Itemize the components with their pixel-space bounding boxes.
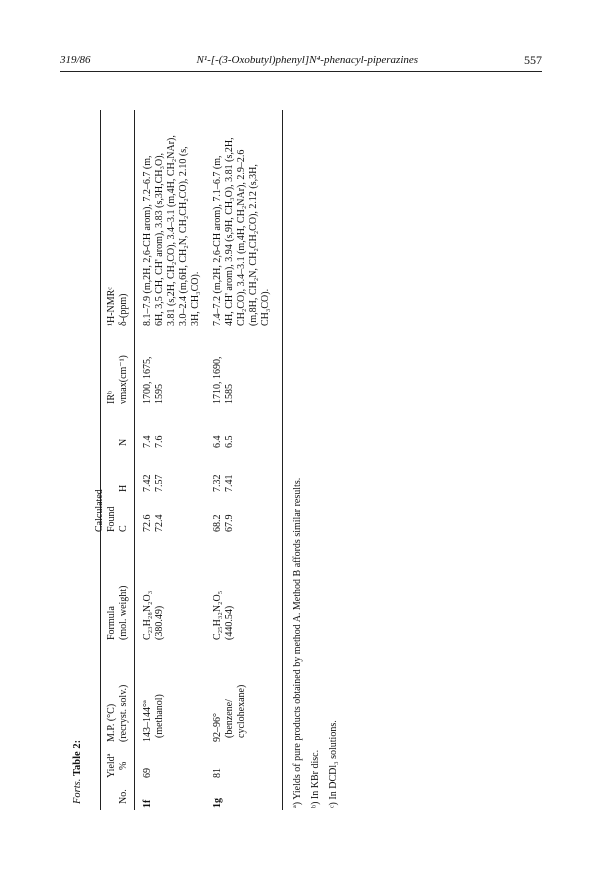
row-1g-nmr-5: CH₃CO). (260, 288, 271, 326)
header-rule (60, 71, 542, 72)
row-1g-no: 1g (212, 798, 223, 808)
header-mp-solvent: (recryst. solv.) (118, 684, 129, 742)
row-1g-found-h: 7.41 (224, 474, 235, 492)
rotated-table (66, 90, 556, 818)
journal-code: 319/86 (60, 54, 91, 66)
row-1f-nmr-3: 3.81 (s,2H, CH₂CO), 3.4–3.1 (m,4H, CH₂NAr), (166, 135, 177, 326)
row-1f-calc-n: 7.4 (142, 435, 153, 448)
row-1f-ir: 1700, 1675, (142, 356, 153, 404)
row-1g-mol-weight: (440.54) (224, 605, 235, 640)
header-ir-unit: νmax(cm⁻¹) (118, 355, 129, 404)
row-1g-calc-n: 6.4 (212, 435, 223, 448)
page-number: 557 (523, 52, 542, 67)
row-1f-calc-h: 7.42 (142, 474, 153, 492)
row-1g-nmr-2: 4H, CH' arom), 3.94 (s,9H, CH₃O), 3.81 (s,2H, (224, 137, 235, 326)
row-1g-solvent: (benzene/ (224, 699, 235, 738)
row-1g-yield: 81 (212, 768, 223, 778)
running-header (60, 50, 542, 70)
row-1f-nmr-4: 3.0–2.4 (m,6H, CH₂N, CH₂CH₂CO), 2.10 (s, (178, 146, 189, 326)
footnote-b: ᵇ) In KBr disc. (310, 749, 321, 808)
header-yield: Yieldª (106, 753, 117, 778)
header-mp: M.P. (°C) (106, 703, 117, 742)
row-1f-nmr-1: 8.1–7.9 (m,2H, 2,6-CH arom), 7.2–6.7 (m, (142, 155, 153, 326)
header-rule-bottom (134, 110, 135, 810)
running-title: N¹-[-(3-Oxobutyl)phenyl]N⁴-phenacyl-piperazines (196, 54, 419, 66)
row-1g-found-c: 67.9 (224, 514, 235, 532)
row-1f-found-n: 7.6 (154, 435, 165, 448)
row-1g-solvent-2: cyclohexane) (236, 684, 247, 738)
header-formula: Formula (106, 606, 117, 640)
header-ir: IRᵇ (106, 390, 117, 404)
header-nmr: ¹H-NMRᶜ (106, 287, 117, 326)
header-h: H (118, 484, 129, 492)
row-1g-ir-2: 1585 (224, 384, 235, 404)
row-1f-no: 1f (142, 799, 153, 808)
header-n: N (118, 438, 129, 446)
row-1f-found-c: 72.4 (154, 514, 165, 532)
bottom-rule (282, 110, 283, 810)
row-1g-ir: 1710, 1690, (212, 356, 223, 404)
header-yield-unit: % (118, 761, 129, 770)
row-1f-formula: C₂₃H₂₈N₂O₃ (142, 590, 153, 640)
table-caption: Forts. Table 2: (72, 739, 83, 804)
row-1g-nmr-4: (m,8H, CH₂N, CH₂CH₂CO), 2.12 (s,3H, (248, 164, 259, 326)
header-calculated: Calculated (94, 489, 105, 532)
row-1f-mp: 143–144°ª (142, 700, 153, 742)
row-1g-calc-c: 68.2 (212, 514, 223, 532)
row-1f-calc-c: 72.6 (142, 514, 153, 532)
row-1f-ir-2: 1595 (154, 384, 165, 404)
row-1f-nmr-5: 3H, CH₃CO). (190, 271, 201, 326)
header-no: No. (118, 789, 129, 804)
top-rule (100, 110, 101, 810)
row-1g-nmr-3: CH₂CO), 3.4–3.1 (m,4H, CH₂NAr), 2.9–2.6 (236, 149, 247, 326)
header-mol-weight: (mol. weight) (118, 585, 129, 640)
row-1g-nmr-1: 7.4–7.2 (m,2H, 2,6-CH arom), 7.1–6.7 (m, (212, 155, 223, 326)
row-1f-yield: 69 (142, 768, 153, 778)
row-1g-formula: C₂₅H₃₂N₂O₅ (212, 590, 223, 640)
row-1f-mol-weight: (380.49) (154, 605, 165, 640)
row-1g-calc-h: 7.32 (212, 474, 223, 492)
row-1g-mp: 92–96° (212, 713, 223, 742)
header-c: C (118, 525, 129, 532)
row-1f-found-h: 7.57 (154, 474, 165, 492)
row-1f-solvent: (methanol) (154, 694, 165, 738)
header-nmr-unit: δ-(ppm) (118, 293, 129, 326)
row-1f-nmr-2: 6H, 3,5 CH, CH' arom), 3.83 (s,3H,CH₃O), (154, 152, 165, 326)
header-found: Found (106, 506, 117, 532)
row-1g-found-n: 6.5 (224, 435, 235, 448)
footnote-a: ª) Yields of pure products obtained by method A. Method B affords similar results. (292, 477, 303, 808)
footnote-c: ᶜ) In DCDl₃ solutions. (328, 720, 339, 808)
